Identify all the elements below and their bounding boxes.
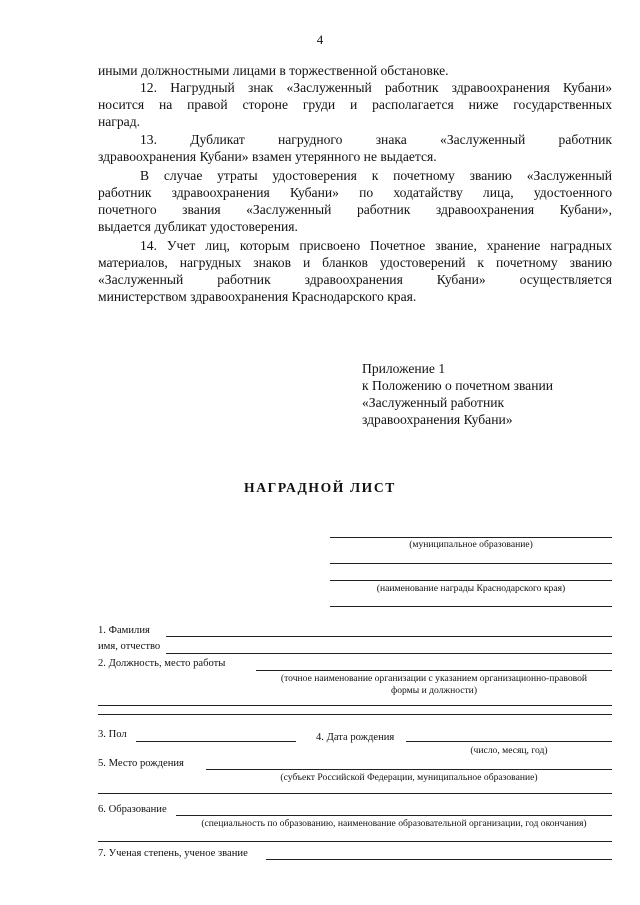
appendix-line: к Положению о почетном звании: [362, 378, 554, 393]
appendix-block: [362, 360, 553, 428]
text-line: 14. Учет лиц, которым присвоено Почетное звание, хранение наградных: [140, 238, 612, 253]
birthdate-caption: (число, месяц, год): [470, 745, 548, 756]
position-field[interactable]: [256, 670, 612, 671]
award-line-2[interactable]: [330, 606, 612, 607]
text-line: здравоохранения Кубани» взамен утерянного не выдается.: [98, 149, 437, 164]
appendix-line: «Заслуженный работник: [362, 395, 505, 410]
birthplace-label: 5. Место рождения: [98, 758, 184, 769]
text-line: материалов, нагрудных знаков и бланков удостоверений к почетному званию: [98, 255, 612, 270]
text-line: 13. Дубликат нагрудного знака «Заслуженный работник: [140, 132, 612, 147]
education-field-2[interactable]: [98, 841, 612, 842]
name-label: имя, отчество: [98, 641, 161, 652]
position-field-2[interactable]: [98, 705, 612, 706]
text-line: иными должностными лицами в торжественной обстановке.: [98, 63, 449, 78]
text-line: наград.: [98, 114, 141, 129]
text-line: выдается дубликат удостоверения.: [98, 219, 298, 234]
paragraph-duplicate: [98, 167, 612, 235]
text-line: работник здравоохранения Кубани» по ходатайству лица, удостоенного: [98, 185, 612, 200]
award-caption: (наименование награды Краснодарского края): [376, 583, 566, 594]
text-line: В случае утраты удостоверения к почетному званию «Заслуженный: [140, 168, 612, 183]
municipal-line-1[interactable]: [330, 537, 612, 538]
municipal-line-2[interactable]: [330, 563, 612, 564]
paragraph-13: [98, 131, 612, 165]
appendix-line: Приложение 1: [362, 361, 446, 376]
sex-field[interactable]: [136, 741, 296, 742]
birthplace-field-2[interactable]: [98, 793, 612, 794]
birthplace-caption: (субъект Российской Федерации, муниципальное образование): [280, 772, 538, 783]
page-number: 4: [316, 32, 324, 47]
form-title: НАГРАДНОЙ ЛИСТ: [244, 480, 396, 495]
surname-label: 1. Фамилия: [98, 625, 150, 636]
paragraph-12: [98, 79, 612, 130]
degree-field[interactable]: [266, 859, 612, 860]
position-caption-1: (точное наименование организации с указанием организационно-правовой: [280, 673, 588, 684]
municipal-caption: (муниципальное образование): [409, 539, 533, 550]
position-label: 2. Должность, место работы: [98, 658, 226, 669]
name-field[interactable]: [166, 653, 612, 654]
education-caption: (специальность по образованию, наименование образовательной организации, год окончания): [201, 818, 587, 829]
text-line: 12. Нагрудный знак «Заслуженный работник здравоохранения Кубани»: [140, 80, 612, 95]
birthplace-field[interactable]: [206, 769, 612, 770]
sex-label: 3. Пол: [98, 729, 127, 740]
text-line: «Заслуженный работник здравоохранения Кубани» осуществляется: [98, 272, 612, 287]
text-line: носится на правой стороне груди и располагается ниже государственных: [98, 97, 612, 112]
birthdate-field[interactable]: [406, 741, 612, 742]
surname-field[interactable]: [166, 636, 612, 637]
education-label: 6. Образование: [98, 804, 167, 815]
birthdate-label: 4. Дата рождения: [316, 732, 395, 743]
text-line: министерством здравоохранения Краснодарского края.: [98, 289, 417, 304]
position-field-3[interactable]: [98, 714, 612, 715]
paragraph-14: [98, 237, 612, 305]
education-field[interactable]: [176, 815, 612, 816]
position-caption-2: формы и должности): [390, 685, 478, 696]
paragraph-ceremony: [98, 62, 612, 79]
text-line: почетного звания «Заслуженный работник здравоохранения Кубани»,: [98, 202, 612, 217]
appendix-line: здравоохранения Кубани»: [362, 412, 513, 427]
award-line[interactable]: [330, 580, 612, 581]
degree-label: 7. Ученая степень, ученое звание: [98, 848, 248, 859]
